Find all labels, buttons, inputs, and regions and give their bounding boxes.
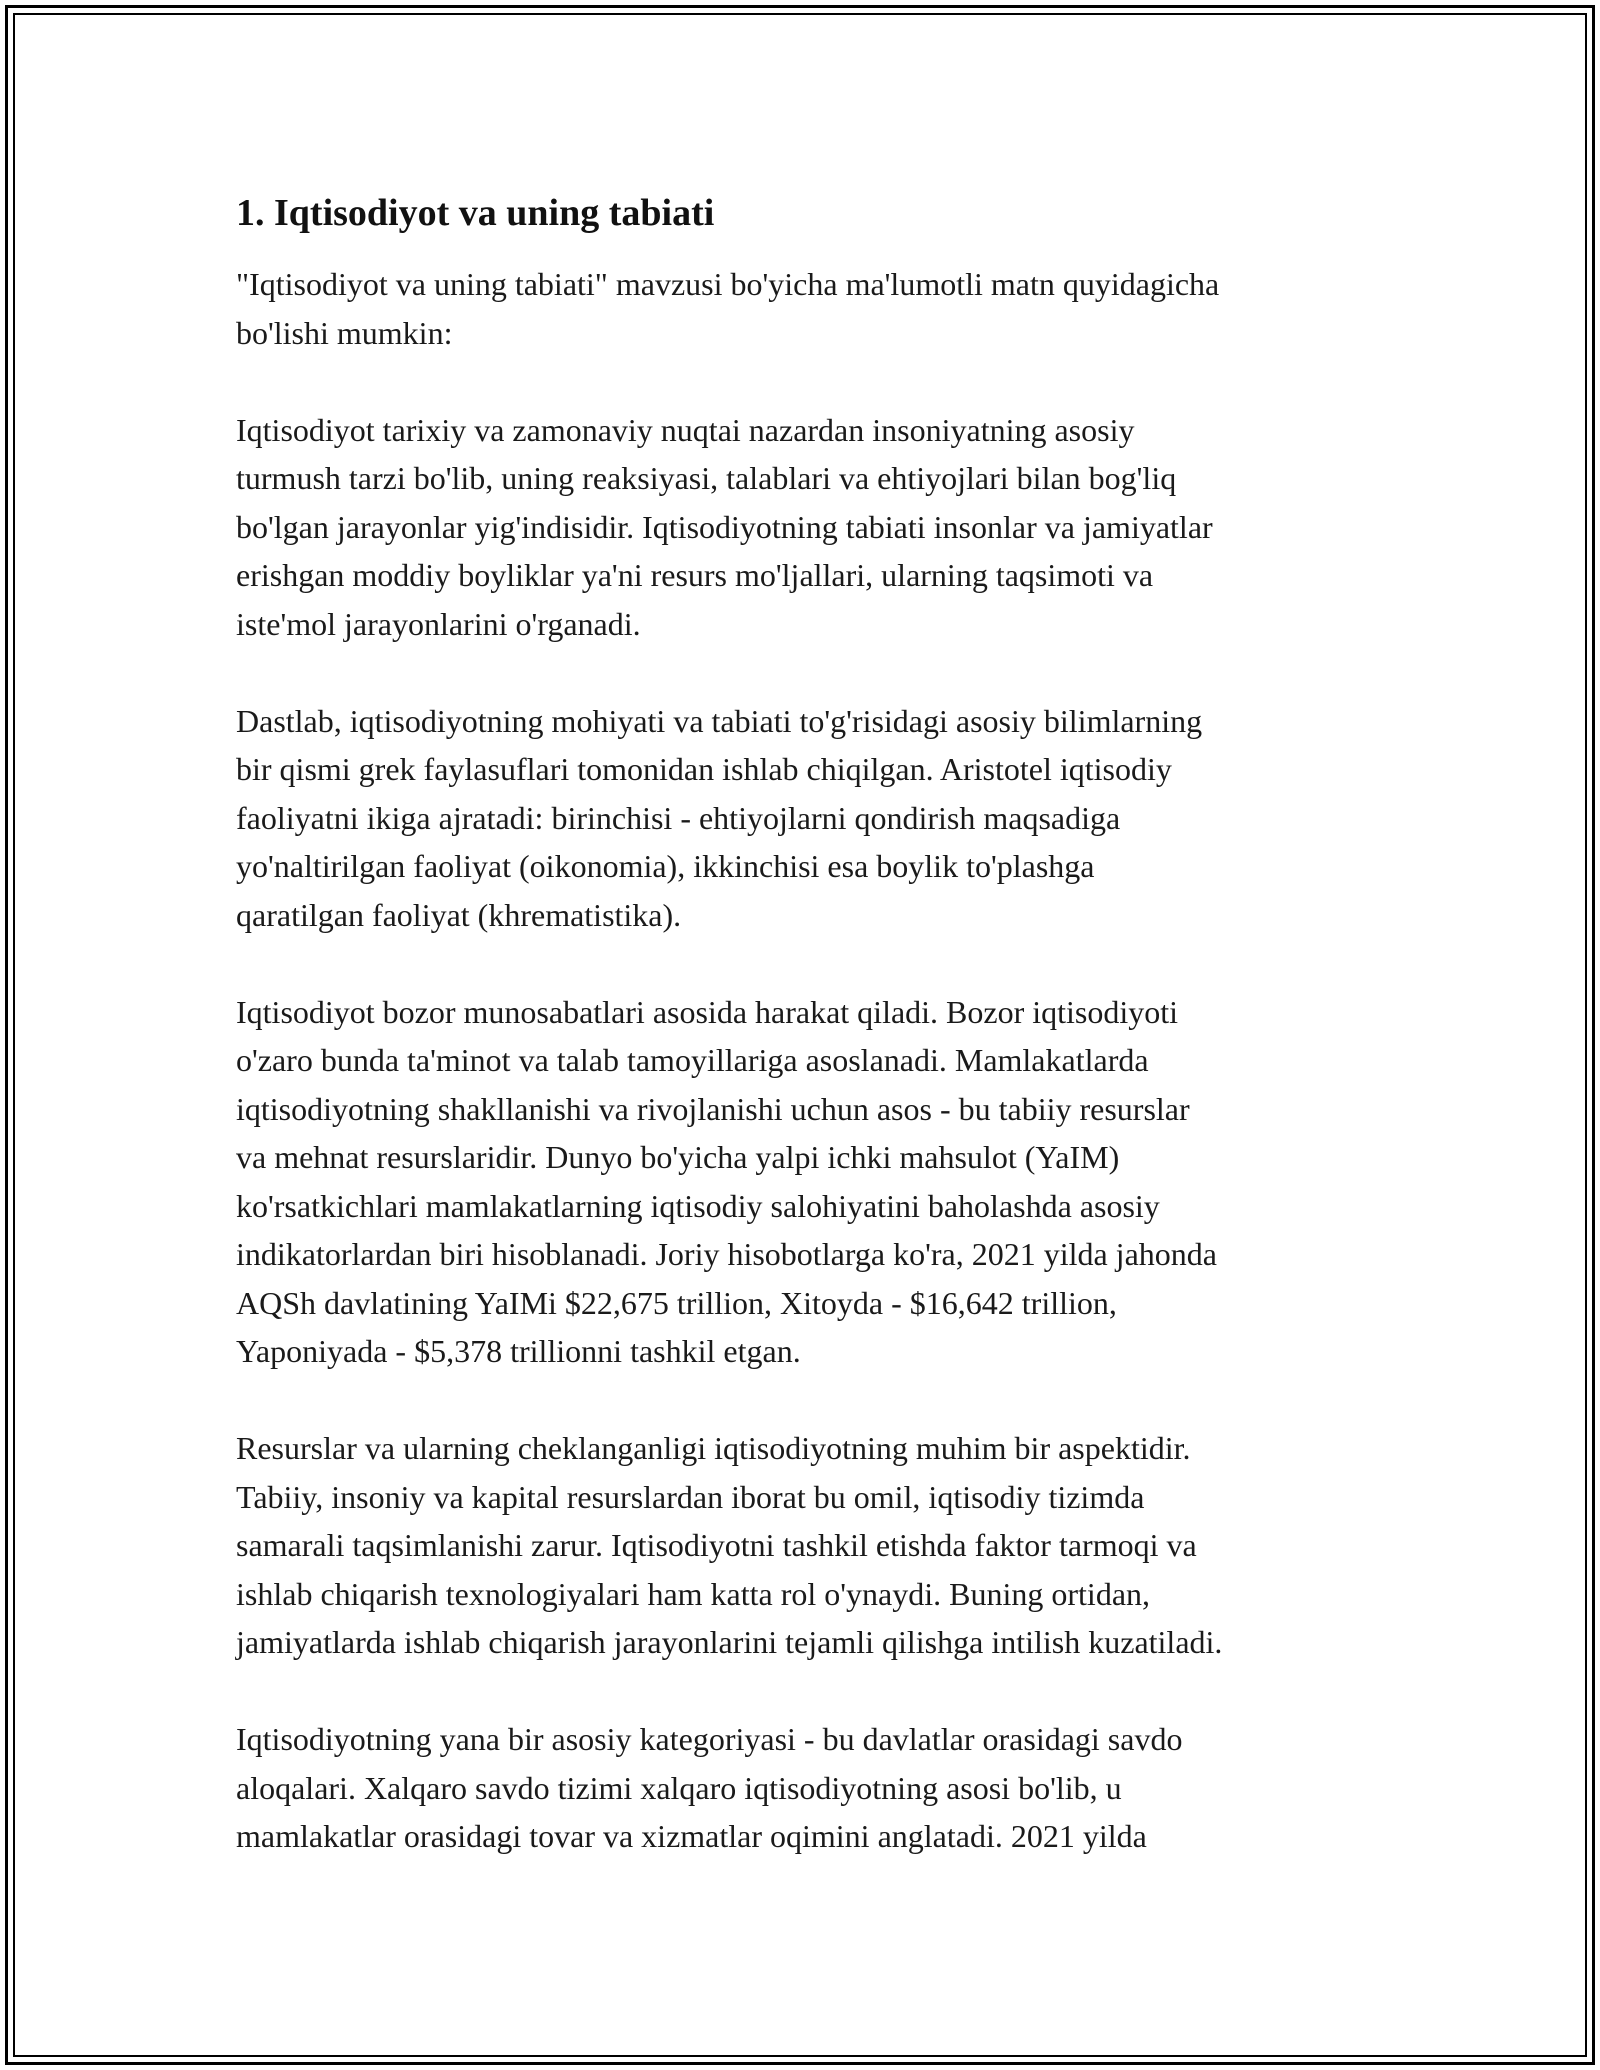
paragraph-economy-definition: Iqtisodiyot tarixiy va zamonaviy nuqtai nazardan insoniyatning asosiy turmush tarzi bo'lib, uning reaksiyasi, talablari va ehtiyojlari bilan bog'liq bo'lgan jarayonlar yig'indisidir. Iqtisodiyotning tabiati insonlar va jamiyatlar erishgan moddiy boyliklar ya'ni resurs mo'ljallari, ularning taqsimoti va iste'mol jarayonlarini o'rganadi. xyxy=(236,411,1213,642)
paragraph-resources: Resurslar va ularning cheklanganligi iqtisodiyotning muhim bir aspektidir. Tabiiy, insoniy va kapital resurslardan iborat bu omil, iqtisodiy tizimda samarali taqsimlanishi zarur. Iqtisodiyotni tashkil etishda faktor tarmoqi va ishlab chiqarish texnologiyalari ham katta rol o'ynaydi. Buning ortidan, jamiyatlarda ishlab chiqarish jarayonlarini tejamli qilishga intilish kuzatiladi. xyxy=(236,1430,1223,1660)
paragraph-greek-philosophers: Dastlab, iqtisodiyotning mohiyati va tabiati to'g'risidagi asosiy bilimlarning bir qismi grek faylasuflari tomonidan ishlab chiqilgan. Aristotel iqtisodiy faoliyatni ikiga ajratadi: birinchisi - ehtiyojlarni qondirish maqsadiga yo'naltirilgan faoliyat (oikonomia), ikkinchisi esa boylik to'plashga qaratilgan faoliyat (khrematistika). xyxy=(236,702,1203,933)
intro-paragraph: "Iqtisodiyot va uning tabiati" mavzusi bo'yicha ma'lumotli matn quyidagicha bo'lishi mumkin: xyxy=(236,266,1220,351)
paragraph-international-trade: Iqtisodiyotning yana bir asosiy kategoriyasi - bu davlatlar orasidagi savdo aloqalari. Xalqaro savdo tizimi xalqaro iqtisodiyotning asosi bo'lib, u mamlakatlar orasidagi tovar va xizmatlar oqimini anglatadi. 2021 yilda xyxy=(236,1721,1183,1854)
document-body xyxy=(236,188,1386,1909)
section-heading: 1. Iqtisodiyot va uning tabiati xyxy=(236,192,715,234)
paragraph-market-relations: Iqtisodiyot bozor munosabatlari asosida harakat qiladi. Bozor iqtisodiyoti o'zaro bunda ta'minot va talab tamoyillariga asoslanadi. Mamlakatlarda iqtisodiyotning shakllanishi va rivojlanishi uchun asos - bu tabiiy resurslar va mehnat resurslaridir. Dunyo bo'yicha yalpi ichki mahsulot (YaIM) ko'rsatkichlari mamlakatlarning iqtisodiy salohiyatini baholashda asosiy indikatorlardan biri hisoblanadi. Joriy hisobotlarga ko'ra, 2021 yilda jahonda AQSh davlatining YaIMi $22,675 trillion, Xitoyda - $16,642 trillion, Yaponiyada - $5,378 trillionni tashkil etgan. xyxy=(236,993,1217,1369)
